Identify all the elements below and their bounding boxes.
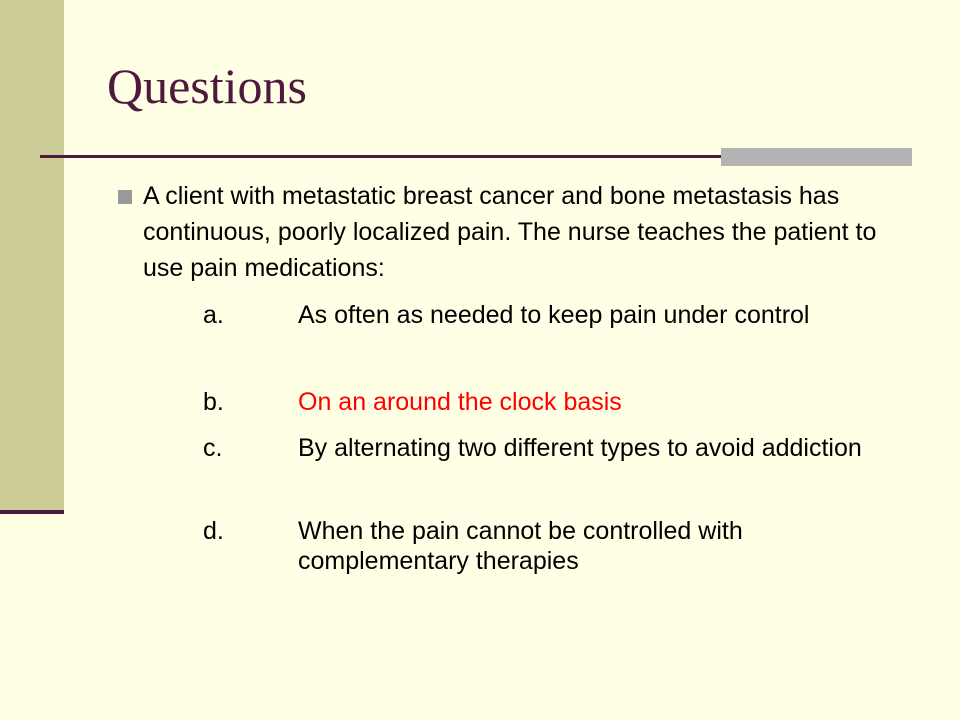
question-text: A client with metastatic breast cancer and bone metastasis has continuous, poorly localized pain. The nurse teaches the patient to use pain medications: bbox=[143, 182, 877, 282]
option-text: As often as needed to keep pain under control bbox=[298, 301, 810, 329]
option-letter: c. bbox=[203, 434, 223, 462]
slide-title: Questions bbox=[107, 58, 307, 114]
option-text: When the pain cannot be controlled with complementary therapies bbox=[298, 517, 743, 575]
option-letter: d. bbox=[203, 517, 224, 545]
option-text: By alternating two different types to avoid addiction bbox=[298, 434, 862, 462]
option-letter: b. bbox=[203, 388, 224, 416]
option-text-correct-answer: On an around the clock basis bbox=[298, 388, 622, 416]
option-letter: a. bbox=[203, 301, 224, 329]
